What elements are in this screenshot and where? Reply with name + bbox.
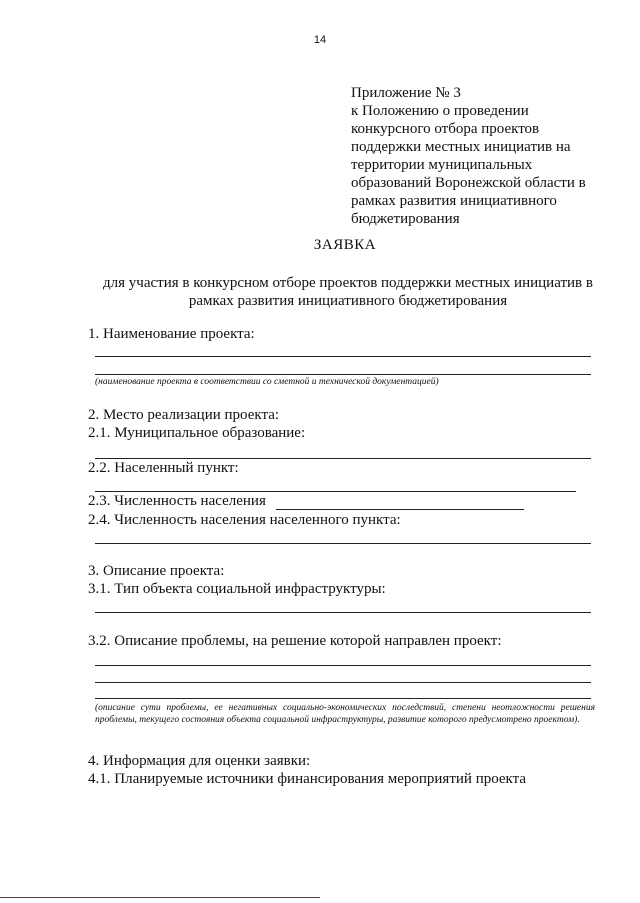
settlement-population-label: 2.4. Численность населения населенного пункта: <box>88 512 401 528</box>
population-line[interactable] <box>276 509 524 510</box>
appendix-line: образований Воронежской области в <box>351 175 586 191</box>
problem-description-line-2[interactable] <box>95 682 591 683</box>
appendix-line: к Положению о проведении <box>351 103 529 119</box>
section-1-heading: 1. Наименование проекта: <box>88 326 255 342</box>
appendix-line: рамках развития инициативного <box>351 193 557 209</box>
appendix-line: конкурсного отбора проектов <box>351 121 540 137</box>
project-name-line-2[interactable] <box>95 374 591 375</box>
settlement-label: 2.2. Населенный пункт: <box>88 460 239 476</box>
project-name-note: (наименование проекта в соответствии со сметной и технической документацией) <box>95 377 439 387</box>
infrastructure-type-label: 3.1. Тип объекта социальной инфраструктуры: <box>88 581 386 597</box>
appendix-line: бюджетирования <box>351 211 460 227</box>
problem-description-line-3[interactable] <box>95 698 591 699</box>
section-3-heading: 3. Описание проекта: <box>88 563 225 579</box>
appendix-line: территории муниципальных <box>351 157 533 173</box>
appendix-line: поддержки местных инициатив на <box>351 139 571 155</box>
page-number: 14 <box>313 34 327 46</box>
appendix-line: Приложение № 3 <box>351 85 461 101</box>
problem-description-label: 3.2. Описание проблемы, на решение которой направлен проект: <box>88 633 502 649</box>
document-subtitle: для участия в конкурсном отборе проектов поддержки местных инициатив в рамках развития инициативного бюджетирования <box>103 275 593 309</box>
municipality-label: 2.1. Муниципальное образование: <box>88 425 306 441</box>
section-2-heading: 2. Место реализации проекта: <box>88 407 280 423</box>
infrastructure-type-line[interactable] <box>95 612 591 613</box>
problem-description-note: (описание сути проблемы, ее негативных социально-экономических последствий, степени неотложности решения проблемы, текущего состояния объекта социальной инфраструктуры, развитие которого предусмотрено проектом). <box>95 703 595 725</box>
page-bottom-rule <box>0 897 320 898</box>
appendix-header <box>351 84 611 228</box>
document-title: ЗАЯВКА <box>313 237 377 253</box>
problem-description-line-1[interactable] <box>95 665 591 666</box>
financing-sources-label: 4.1. Планируемые источники финансирования мероприятий проекта <box>88 771 527 787</box>
section-4-heading: 4. Информация для оценки заявки: <box>88 753 311 769</box>
population-label: 2.3. Численность населения <box>88 493 266 509</box>
settlement-population-line[interactable] <box>95 543 591 544</box>
project-name-line-1[interactable] <box>95 356 591 357</box>
